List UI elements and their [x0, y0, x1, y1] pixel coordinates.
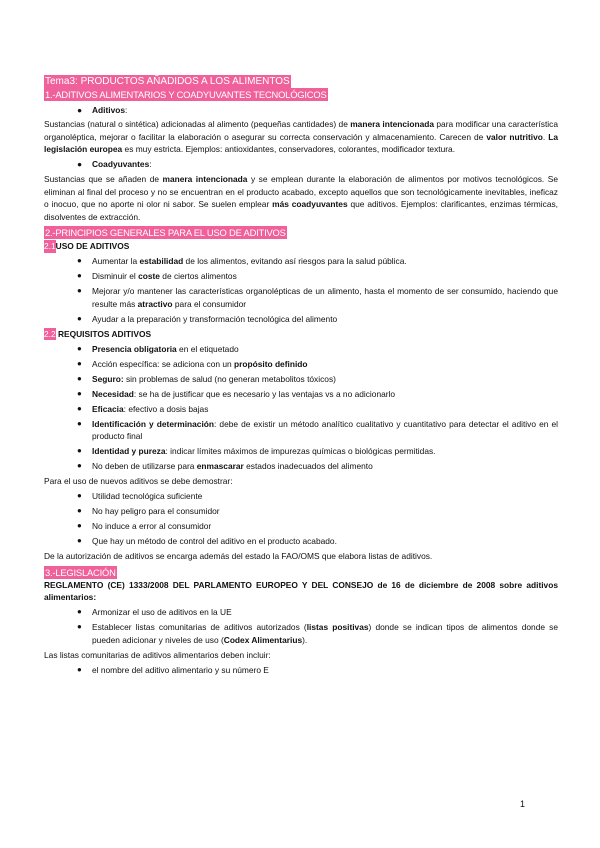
reglamento-title: REGLAMENTO (CE) 1333/2008 DEL PARLAMENTO EUROPEO Y DEL CONSEJO de 16 de diciembre de 2008 sobre aditivos alimentarios:: [44, 579, 558, 603]
list-item: ● Presencia obligatoria en el etiquetado: [77, 343, 239, 354]
list-item: ● Ayudar a la preparación y transformación tecnológica del alimento: [77, 313, 338, 324]
list-item: ● Establecer listas comunitarias de aditivos autorizados (listas positivas) donde se indican tipos de alimentos donde se pueden adicionar y niveles de uso (Codex Alimentarius).: [77, 622, 558, 645]
uso-list: [44, 255, 558, 325]
coadyuvantes-definition: Sustancias que se añaden de manera intencionada y se emplean durante la elaboración de alimentos por motivos tecnológicos. Se eliminan al final del proceso y no se encuentran en el producto acabado, excepto aquellos que son tecnológicamente inevitables, ineficaz o inocuo, que no aporte ni olor ni sabor. Se suelen emplear más coadyuvantes que aditivos. Ejemplos: clarificantes, enzimas térmicas, disolventes de extracción.: [44, 173, 559, 222]
list-item: ● Eficacia: efectivo a dosis bajas: [77, 403, 209, 414]
list-item: ● Aumentar la estabilidad de los alimentos, evitando así riesgos para la salud pública.: [77, 256, 407, 267]
list-item: ● Disminuir el coste de ciertos alimentos: [77, 271, 237, 282]
list-item: ● Identidad y pureza: indicar límites máximos de impurezas químicas o biológicas permitidas.: [77, 446, 436, 457]
list-item: ● Identificación y determinación: debe de existir un método analítico cualitativo y cuantitativo para detectar el aditivo en el producto final: [77, 418, 558, 442]
list-item: ● Acción específica: se adiciona con un propósito definido: [77, 358, 308, 369]
section-3-heading: 3.-LEGISLACIÓN: [45, 566, 116, 578]
list-item: ● No hay peligro para el consumidor: [77, 506, 220, 517]
list-item: ● Armonizar el uso de aditivos en la UE: [77, 607, 232, 618]
coadyuvantes-term: ● Coadyuvantes:: [77, 159, 152, 170]
list-item: ● Mejorar y/o mantener las características organolépticas de un alimento, hasta el momento de ser consumido, haciendo que resulte más atractivo para el consumidor: [77, 286, 558, 309]
subsection-2-2-heading: 2.2 REQUISITOS ADITIVOS: [44, 328, 152, 339]
autorizacion-text: De la autorización de aditivos se encarga además del estado la FAO/OMS que elabora listas de aditivos.: [44, 551, 433, 562]
list-item: ● No deben de utilizarse para enmascarar estados inadecuados del alimento: [77, 461, 373, 472]
aditivos-term: ● Aditivos:: [77, 104, 128, 115]
list-item: ● el nombre del aditivo alimentario y su número E: [77, 664, 269, 675]
nuevos-intro: Para el uso de nuevos aditivos se debe demostrar:: [44, 476, 233, 487]
section-2-heading: 2.-PRINCIPIOS GENERALES PARA EL USO DE ADITIVOS: [45, 227, 286, 239]
document-title: Tema3: PRODUCTOS AÑADIDOS A LOS ALIMENTOS: [45, 76, 290, 87]
list-item: ● Necesidad: se ha de justificar que es necesario y las ventajas vs a no adicionarlo: [77, 388, 396, 399]
list-item: ● Que hay un método de control del aditivo en el producto acabado.: [77, 536, 337, 547]
bullet-icon: ●: [77, 104, 83, 115]
section-1-heading: 1.-ADITIVOS ALIMENTARIOS Y COADYUVANTES TECNOLÓGICOS: [45, 89, 327, 100]
subsection-2-1-heading: 2.1USO DE ADITIVOS: [44, 241, 130, 252]
incluir-list: [44, 664, 558, 677]
document-page: [44, 75, 558, 679]
list-item: ● Utilidad tecnológica suficiente: [77, 491, 203, 502]
requisitos-list: [44, 343, 558, 473]
listas-intro: Las listas comunitarias de aditivos alimentarios deben incluir:: [44, 649, 271, 660]
bullet-icon: ●: [77, 159, 83, 170]
page-number: 1: [520, 799, 526, 809]
list-item: ● Seguro: sin problemas de salud (no generan metabolitos tóxicos): [77, 373, 336, 384]
list-item: ● No induce a error al consumidor: [77, 521, 212, 532]
legislacion-list: [44, 606, 558, 646]
aditivos-definition: Sustancias (natural o sintética) adicionadas al alimento (pequeñas cantidades) de manera intencionada para modificar una característica organoléptica, mejorar o facilitar la elaboración o asegurar su correcta conservación y almacenamiento. Carecen de valor nutritivo. La legislación europea es muy estricta. Ejemplos: antioxidantes, conservadores, colorantes, modificador textura.: [44, 119, 558, 155]
nuevos-list: [44, 490, 558, 548]
